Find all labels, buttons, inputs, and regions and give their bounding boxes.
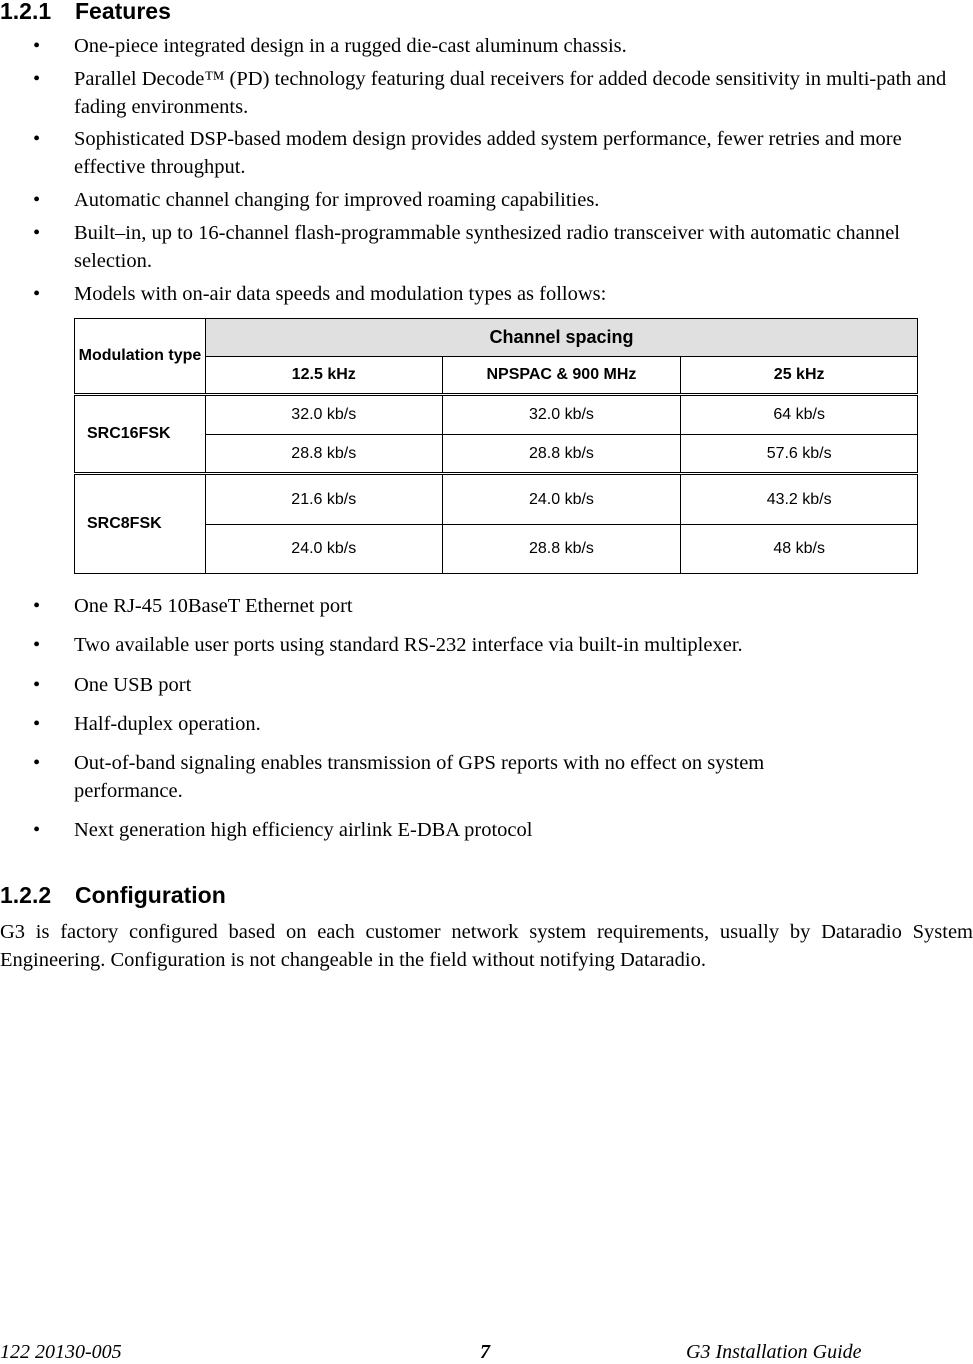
bullet-marker: • — [33, 189, 41, 211]
footer-doc-number: 122 20130-005 — [0, 1341, 122, 1363]
channel-spacing-header: Channel spacing — [205, 319, 917, 357]
table-cell: 57.6 kb/s — [681, 435, 918, 474]
column-header: NPSPAC & 900 MHz — [442, 357, 681, 395]
configuration-paragraph: G3 is factory configured based on each customer network system requirements, usually by Dataradio System Engineering. Configuration is not changeable in the field without notifying Dataradio. — [0, 921, 973, 971]
list-item-text: Built–in, up to 16-channel flash-programmable synthesized radio transceiver with automatic channel selection. — [74, 222, 901, 272]
bullet-marker: • — [33, 128, 41, 150]
bullet-marker: • — [33, 35, 41, 57]
table-cell: 28.8 kb/s — [442, 435, 681, 474]
table-cell: 24.0 kb/s — [442, 474, 681, 525]
bullet-marker: • — [33, 68, 41, 90]
table-cell: 28.8 kb/s — [442, 525, 681, 574]
list-item-text: Sophisticated DSP-based modem design provides added system performance, fewer retries and more effective throughput. — [74, 128, 902, 178]
list-item-text: Automatic channel changing for improved roaming capabilities. — [74, 189, 600, 211]
list-item-text: Next generation high efficiency airlink E-DBA protocol — [74, 819, 533, 841]
table-cell: 24.0 kb/s — [205, 525, 442, 574]
table-cell: 43.2 kb/s — [681, 474, 918, 525]
modulation-type-header: Modulation type — [75, 319, 206, 395]
bullet-marker: • — [33, 595, 41, 617]
section-number: 1.2.2 — [0, 882, 52, 908]
modulation-label: SRC16FSK — [75, 395, 206, 474]
list-item-text: One RJ-45 10BaseT Ethernet port — [74, 595, 353, 617]
footer-guide-title: G3 Installation Guide — [686, 1341, 862, 1363]
table-cell: 32.0 kb/s — [205, 395, 442, 435]
section-heading-features — [0, 0, 171, 24]
table-cell: 21.6 kb/s — [205, 474, 442, 525]
bullet-marker: • — [33, 634, 41, 656]
bullet-marker: • — [33, 283, 41, 305]
bullet-marker: • — [33, 819, 41, 841]
table-cell: 64 kb/s — [681, 395, 918, 435]
list-item-text: Half-duplex operation. — [74, 713, 261, 735]
table-cell: 32.0 kb/s — [442, 395, 681, 435]
table-row — [75, 474, 918, 525]
bullet-marker: • — [33, 674, 41, 696]
list-item-text: Out-of-band signaling enables transmission of GPS reports with no effect on system performance. — [74, 752, 765, 802]
list-item-text: One-piece integrated design in a rugged die-cast aluminum chassis. — [74, 35, 627, 57]
bullet-marker: • — [33, 713, 41, 735]
modulation-speed-table — [74, 318, 918, 574]
section-heading-configuration — [0, 882, 226, 908]
section-title: Features — [75, 0, 171, 24]
section-number: 1.2.1 — [0, 0, 52, 24]
column-header: 25 kHz — [681, 357, 918, 395]
list-item-text: Parallel Decode™ (PD) technology featuring dual receivers for added decode sensitivity in multi-path and fading environments. — [74, 68, 947, 118]
list-item-text: Models with on-air data speeds and modulation types as follows: — [74, 283, 607, 305]
bullet-marker: • — [33, 222, 41, 244]
modulation-label: SRC8FSK — [75, 474, 206, 574]
bullet-marker: • — [33, 752, 41, 774]
list-item-text: One USB port — [74, 674, 192, 696]
table-row — [75, 395, 918, 435]
column-header: 12.5 kHz — [205, 357, 442, 395]
footer-page-number: 7 — [480, 1341, 490, 1363]
table-cell: 28.8 kb/s — [205, 435, 442, 474]
list-item-text: Two available user ports using standard RS-232 interface via built-in multiplexer. — [74, 634, 743, 656]
section-title: Configuration — [75, 882, 226, 908]
table-cell: 48 kb/s — [681, 525, 918, 574]
